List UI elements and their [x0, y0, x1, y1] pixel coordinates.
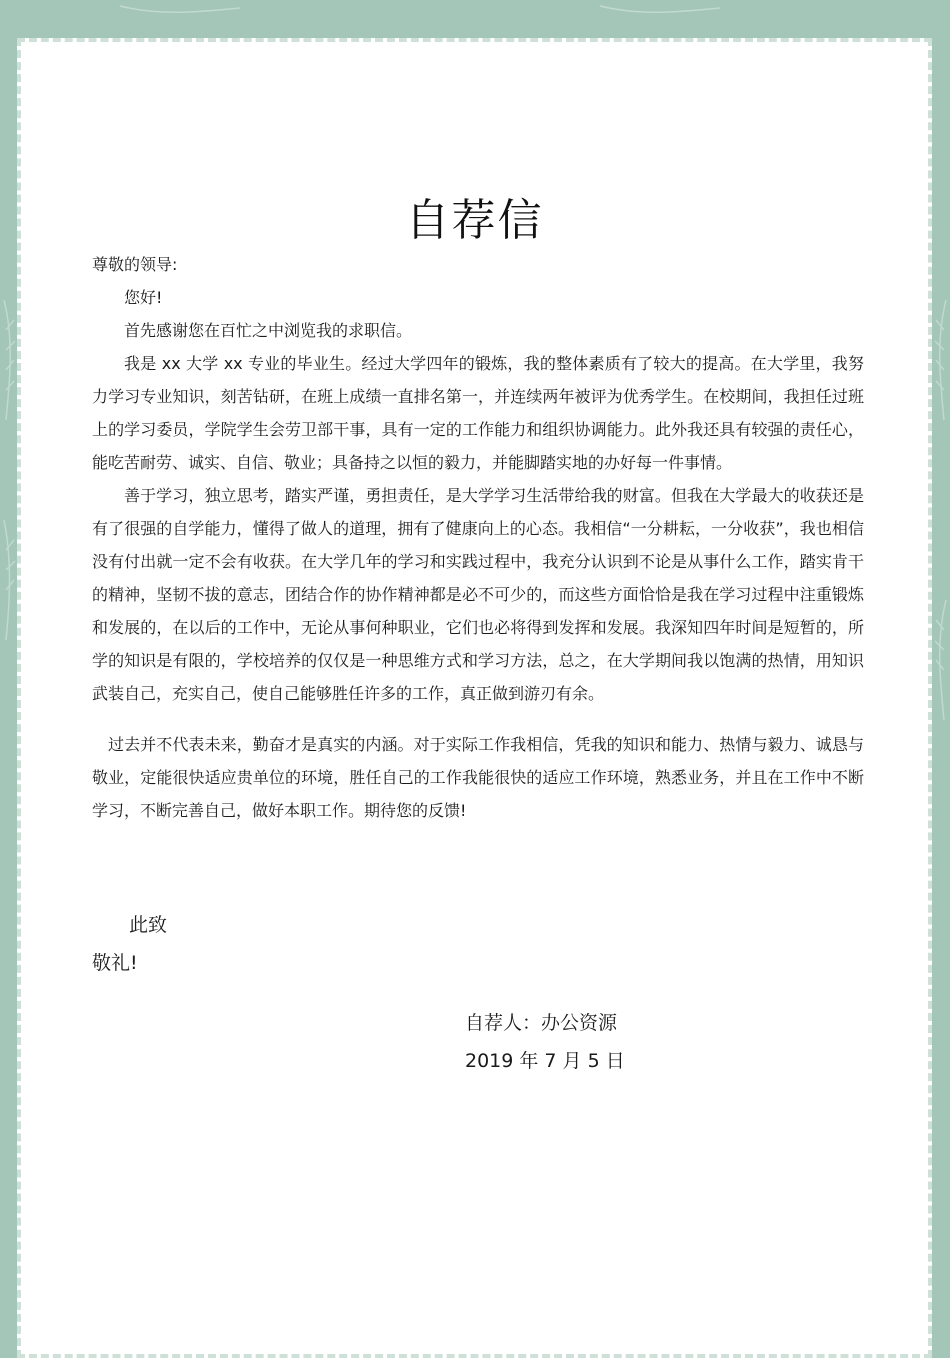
closing-block [92, 906, 167, 982]
paragraph-conclusion: 过去并不代表未来，勤奋才是真实的内涵。对于实际工作我相信，凭我的知识和能力、热情与毅力、诚恳与敬业，定能很快适应贵单位的环境，胜任自己的工作我能很快的适应工作环境，熟悉业务，并且在工作中不断学习，不断完善自己，做好本职工作。期待您的反馈! [92, 735, 864, 820]
greeting: 您好! [124, 288, 163, 307]
signature: 自荐人：办公资源 [465, 1012, 618, 1034]
salutation: 尊敬的领导: [92, 255, 178, 274]
paragraph-intro: 首先感谢您在百忙之中浏览我的求职信。 [124, 321, 413, 340]
closing-line-2: 敬礼! [92, 952, 138, 974]
signature-block [465, 1004, 625, 1080]
letter-title: 自荐信 [405, 195, 544, 246]
paragraph-background: 我是 xx 大学 xx 专业的毕业生。经过大学四年的锻炼，我的整体素质有了较大的提高。在大学里，我努力学习专业知识，刻苦钻研，在班上成绩一直排名第一，并连续两年被评为优秀学生。在校期间，我担任过班上的学习委员，学院学生会劳卫部干事，具有一定的工作能力和组织协调能力。此外我还具有较强的责任心，能吃苦耐劳、诚实、自信、敬业；具备持之以恒的毅力，并能脚踏实地的办好每一件事情。 [92, 354, 864, 472]
closing-line-1: 此致 [129, 914, 168, 936]
letter-paper [17, 38, 932, 1358]
letter-body [92, 248, 864, 827]
paragraph-strengths: 善于学习，独立思考，踏实严谨，勇担责任，是大学学习生活带给我的财富。但我在大学最大的收获还是有了很强的自学能力，懂得了做人的道理，拥有了健康向上的心态。我相信“一分耕耘，一分收获”，我也相信没有付出就一定不会有收获。在大学几年的学习和实践过程中，我充分认识到不论是从事什么工作，踏实肯干的精神，坚韧不拔的意志，团结合作的协作精神都是必不可少的，而这些方面恰恰是我在学习过程中注重锻炼和发展的，在以后的工作中，无论从事何种职业，它们也必将得到发挥和发展。我深知四年时间是短暂的，所学的知识是有限的，学校培养的仅仅是一种思维方式和学习方法，总之，在大学期间我以饱满的热情，用知识武装自己，充实自己，使自己能够胜任许多的工作，真正做到游刃有余。 [92, 486, 864, 703]
date: 2019 年 7 月 5 日 [465, 1050, 625, 1072]
